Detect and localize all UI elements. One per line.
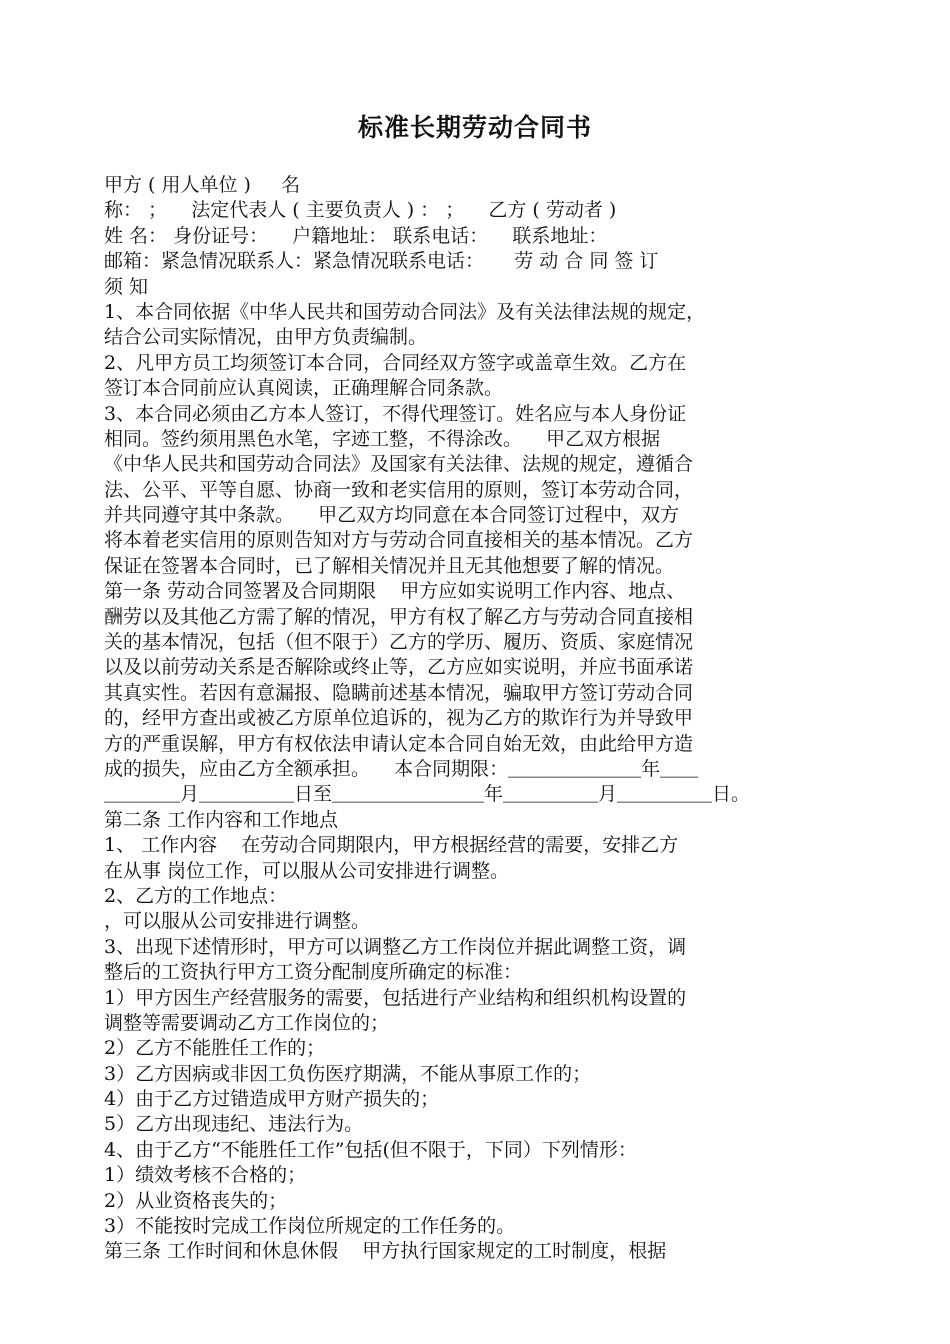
body-text-line: 的，经甲方查出或被乙方原单位追诉的，视为乙方的欺诈行为并导致甲: [104, 707, 694, 730]
body-text-line: 称： ； 法定代表人 ( 主要负责人 ) ： ； 乙方 ( 劳动者 ): [104, 199, 617, 222]
body-text-line: 方的严重误解，甲方有权依法申请认定本合同自始无效，由此给甲方造: [104, 732, 694, 755]
body-text-line: 以及以前劳动关系是否解除或终止等，乙方应如实说明，并应书面承诺: [104, 656, 694, 679]
body-text-line: 2）乙方不能胜任工作的；: [104, 1037, 326, 1060]
body-text-line: 法、公平、平等自愿、协商一致和老实信用的原则，签订本劳动合同，: [104, 478, 694, 501]
body-text-line: 3）乙方因病或非因工负伤医疗期满，不能从事原工作的；: [104, 1062, 592, 1085]
body-text-line: 签订本合同前应认真阅读，正确理解合同条款。: [104, 377, 504, 400]
body-text-line: 4、由于乙方“不能胜任工作”包括(但不限于，下同）下列情形：: [104, 1138, 637, 1161]
document-title: 标准长期劳动合同书: [357, 113, 592, 142]
body-text-line: 2、乙方的工作地点：: [104, 884, 288, 907]
body-text-line: 第三条 工作时间和休息休假 甲方执行国家规定的工时制度，根据: [104, 1240, 667, 1263]
body-text-line: 酬劳以及其他乙方需了解的情况，甲方有权了解乙方与劳动合同直接相: [104, 605, 694, 628]
body-text-line: 结合公司实际情况，由甲方负责编制。: [104, 326, 428, 349]
body-text-line: 2、凡甲方员工均须签订本合同，合同经双方签字或盖章生效。乙方在: [104, 351, 687, 374]
body-text-line: 甲方 ( 用人单位 ) 名: [104, 174, 301, 196]
body-text-line: 3、本合同必须由乙方本人签订，不得代理签订。姓名应与本人身份证: [104, 402, 687, 425]
body-text-line: 姓 名： 身份证号： 户籍地址： 联系电话： 联系地址：: [104, 224, 608, 247]
body-text-line: 《中华人民共和国劳动合同法》及国家有关法律、法规的规定，遵循合: [104, 453, 694, 476]
body-text-line: 4）由于乙方过错造成甲方财产损失的；: [104, 1088, 440, 1111]
body-text-line: 2）从业资格丧失的；: [104, 1189, 288, 1212]
body-text-line: 将本着老实信用的原则告知对方与劳动合同直接相关的基本情况。乙方: [104, 529, 694, 552]
body-text-line: 相同。签约须用黑色水笔，字迹工整，不得涂改。 甲乙双方根据: [104, 427, 661, 450]
body-text-line: 3、出现下述情形时，甲方可以调整乙方工作岗位并据此调整工资，调: [104, 935, 687, 958]
body-text-line: 并共同遵守其中条款。 甲乙双方均同意在本合同签订过程中，双方: [104, 504, 680, 527]
body-text-line: 须 知: [104, 275, 149, 298]
body-text-line: 3）不能按时完成工作岗位所规定的工作任务的。: [104, 1215, 516, 1238]
body-text-line: 成的损失，应由乙方全额承担。 本合同期限：＿＿＿＿＿＿＿年＿＿: [104, 757, 699, 780]
body-text-line: ＿＿＿＿月＿＿＿＿＿日至＿＿＿＿＿＿＿＿年＿＿＿＿＿月＿＿＿＿＿日。: [104, 783, 751, 806]
document-body: [104, 173, 850, 1265]
body-text-line: 在从事 岗位工作，可以服从公司安排进行调整。: [104, 859, 510, 882]
body-text-line: 1、 工作内容 在劳动合同期限内，甲方根据经营的需要，安排乙方: [104, 834, 679, 857]
body-text-line: 5）乙方出现违纪、违法行为。: [104, 1113, 364, 1136]
body-text-line: 第二条 工作内容和工作地点: [104, 808, 339, 831]
body-text-line: ，可以服从公司安排进行调整。: [104, 910, 371, 933]
body-text-line: 调整等需要调动乙方工作岗位的；: [104, 1011, 390, 1034]
body-text-line: 1）甲方因生产经营服务的需要，包括进行产业结构和组织机构设置的: [104, 986, 687, 1009]
body-text-line: 第一条 劳动合同签署及合同期限 甲方应如实说明工作内容、地点、: [104, 580, 686, 603]
body-text-line: 关的基本情况，包括（但不限于）乙方的学历、履历、资质、家庭情况: [104, 631, 694, 654]
body-text-line: 1、本合同依据《中华人民共和国劳动合同法》及有关法律法规的规定，: [104, 300, 706, 323]
body-text-line: 1）绩效考核不合格的；: [104, 1164, 307, 1187]
body-text-line: 整后的工资执行甲方工资分配制度所确定的标准：: [104, 961, 523, 984]
body-text-line: 邮箱：紧急情况联系人：紧急情况联系电话： 劳 动 合 同 签 订: [104, 250, 659, 273]
body-text-line: 其真实性。若因有意漏报、隐瞒前述基本情况，骗取甲方签订劳动合同: [104, 681, 694, 704]
body-text-line: 保证在签署本合同时，已了解相关情况并且无其他想要了解的情况。: [104, 554, 675, 577]
